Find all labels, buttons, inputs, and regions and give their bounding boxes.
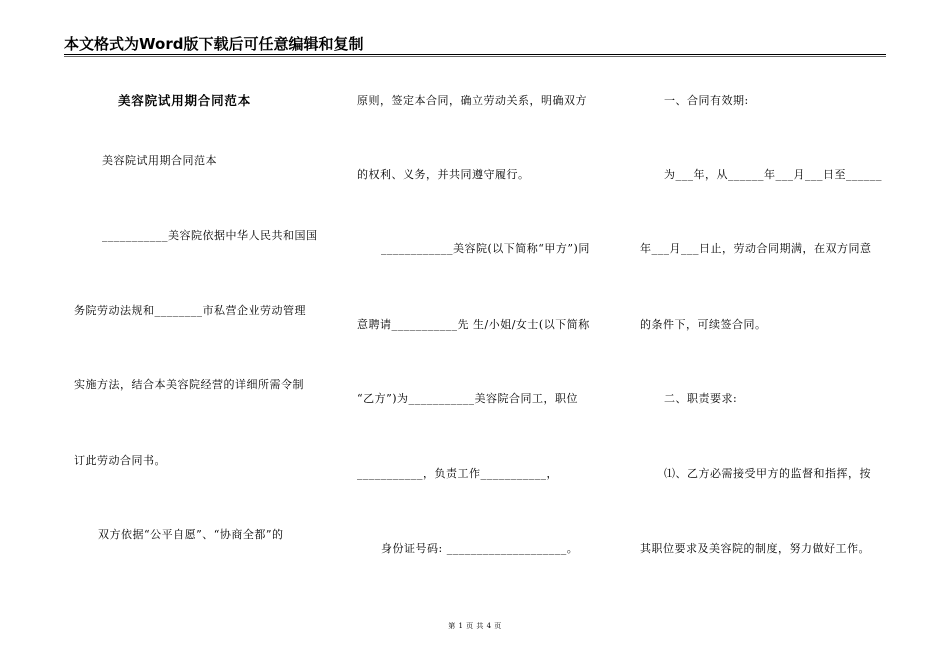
paragraph-line: “乙方”)为___________美容院合同工，职位 [357, 392, 579, 405]
paragraph-line: 意聘请___________先 生/小姐/女士(以下简称 [357, 318, 590, 331]
paragraph-line: 实施方法，结合本美容院经营的详细所需令制 [74, 378, 304, 391]
text-column-3 [640, 0, 890, 672]
document-banner: 本文格式为Word版下载后可任意编辑和复制 [64, 35, 364, 53]
document-title: 美容院试用期合同范本 [118, 93, 252, 108]
paragraph-line: 双方依据“公平自愿”、“协商全都”的 [98, 528, 284, 541]
paragraph-line: ⑴、乙方必需接受甲方的监督和指挥，按 [664, 467, 871, 480]
paragraph-line: ____________美容院(以下简称“甲方”)同 [381, 242, 590, 255]
text-column-1 [74, 0, 329, 672]
paragraph-line: 的条件下，可续签合同。 [640, 318, 767, 331]
paragraph-line: ___________，负责工作___________， [357, 467, 558, 480]
paragraph-line: ___________美容院依据中华人民共和国国 [102, 229, 318, 242]
section-heading: 二、职责要求: [664, 392, 738, 405]
paragraph-line: 务院劳动法规和________市私营企业劳动管理 [74, 304, 306, 317]
paragraph-line: 订此劳动合同书。 [74, 454, 166, 467]
text-column-2 [357, 0, 612, 672]
page-number: 第 1 页 共 4 页 [448, 622, 502, 630]
paragraph-line: 身份证号码: ____________________。 [381, 542, 579, 555]
paragraph-line: 年___月___日止，劳动合同期满，在双方同意 [640, 242, 872, 255]
paragraph-line: 其职位要求及美容院的制度，努力做好工作。 [640, 542, 870, 555]
section-heading: 一、合同有效期: [664, 94, 749, 107]
paragraph-line: 美容院试用期合同范本 [102, 154, 217, 167]
paragraph-line: 原则，签定本合同，确立劳动关系，明确双方 [357, 94, 587, 107]
paragraph-line: 的权利、义务，并共同遵守履行。 [357, 168, 530, 181]
paragraph-line: 为___年，从______年___月___日至______ [664, 168, 882, 181]
